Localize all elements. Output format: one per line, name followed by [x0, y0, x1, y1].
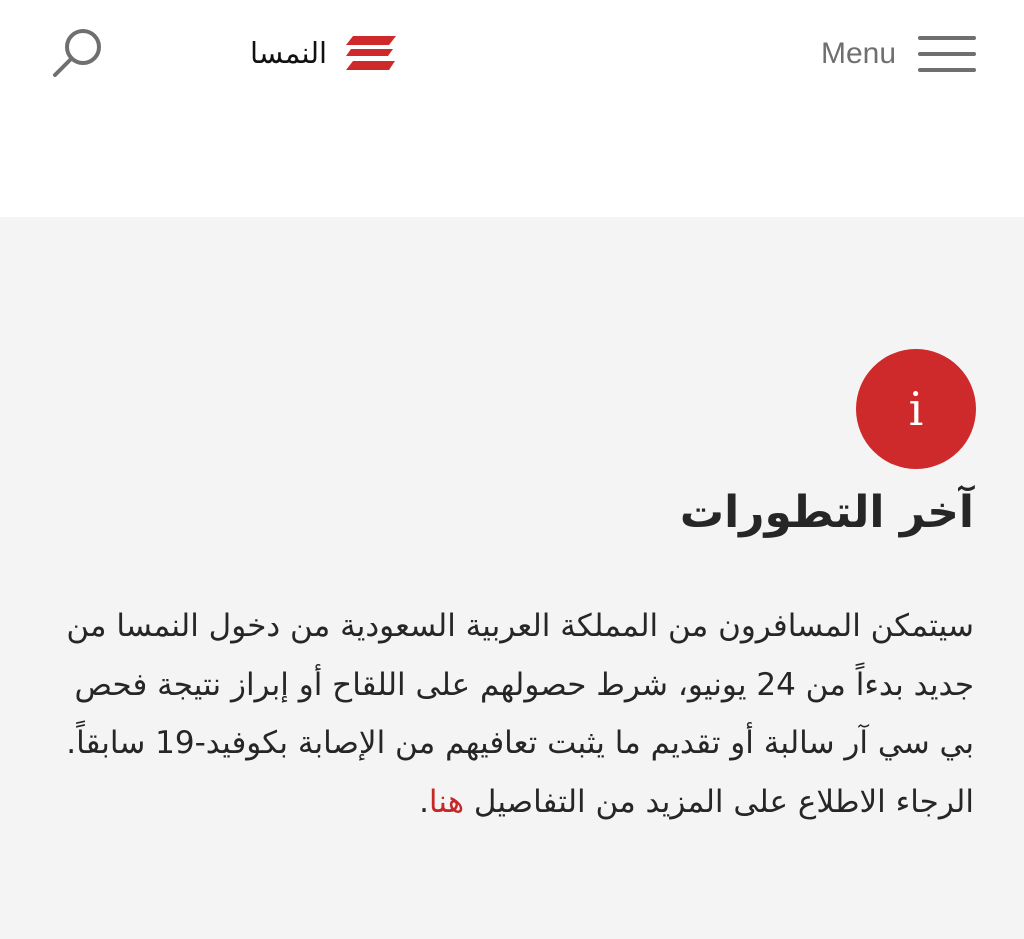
update-body-text: سيتمكن المسافرون من المملكة العربية السعودية من دخول النمسا من جديد بدءاً من 24 يونيو، شرط حصولهم على اللقاح أو إبراز نتيجة فحص بي سي آر سالبة أو تقديم ما يثبت تعافيهم من الإصابة بكوفيد-19 سابقاً. الرجاء الاطلاع على المزيد من التفاصيل	[66, 608, 974, 820]
info-icon-symbol: i	[908, 382, 924, 436]
site-header	[0, 0, 1024, 217]
brand-name: النمسا	[250, 36, 328, 70]
menu-label: Menu	[820, 37, 896, 70]
info-icon	[856, 349, 976, 469]
details-link[interactable]: هنا	[428, 783, 465, 820]
search-button[interactable]	[46, 24, 108, 84]
menu-button[interactable]	[821, 30, 976, 78]
brand-logo-link[interactable]	[250, 26, 397, 80]
end-punctuation: .	[419, 783, 429, 820]
section-title: آخر التطورات	[679, 487, 974, 538]
search-icon	[46, 24, 108, 84]
update-paragraph	[50, 597, 974, 831]
latest-updates-section	[0, 217, 1024, 939]
hamburger-menu-icon	[918, 32, 976, 76]
austria-flag-icon	[343, 33, 397, 73]
